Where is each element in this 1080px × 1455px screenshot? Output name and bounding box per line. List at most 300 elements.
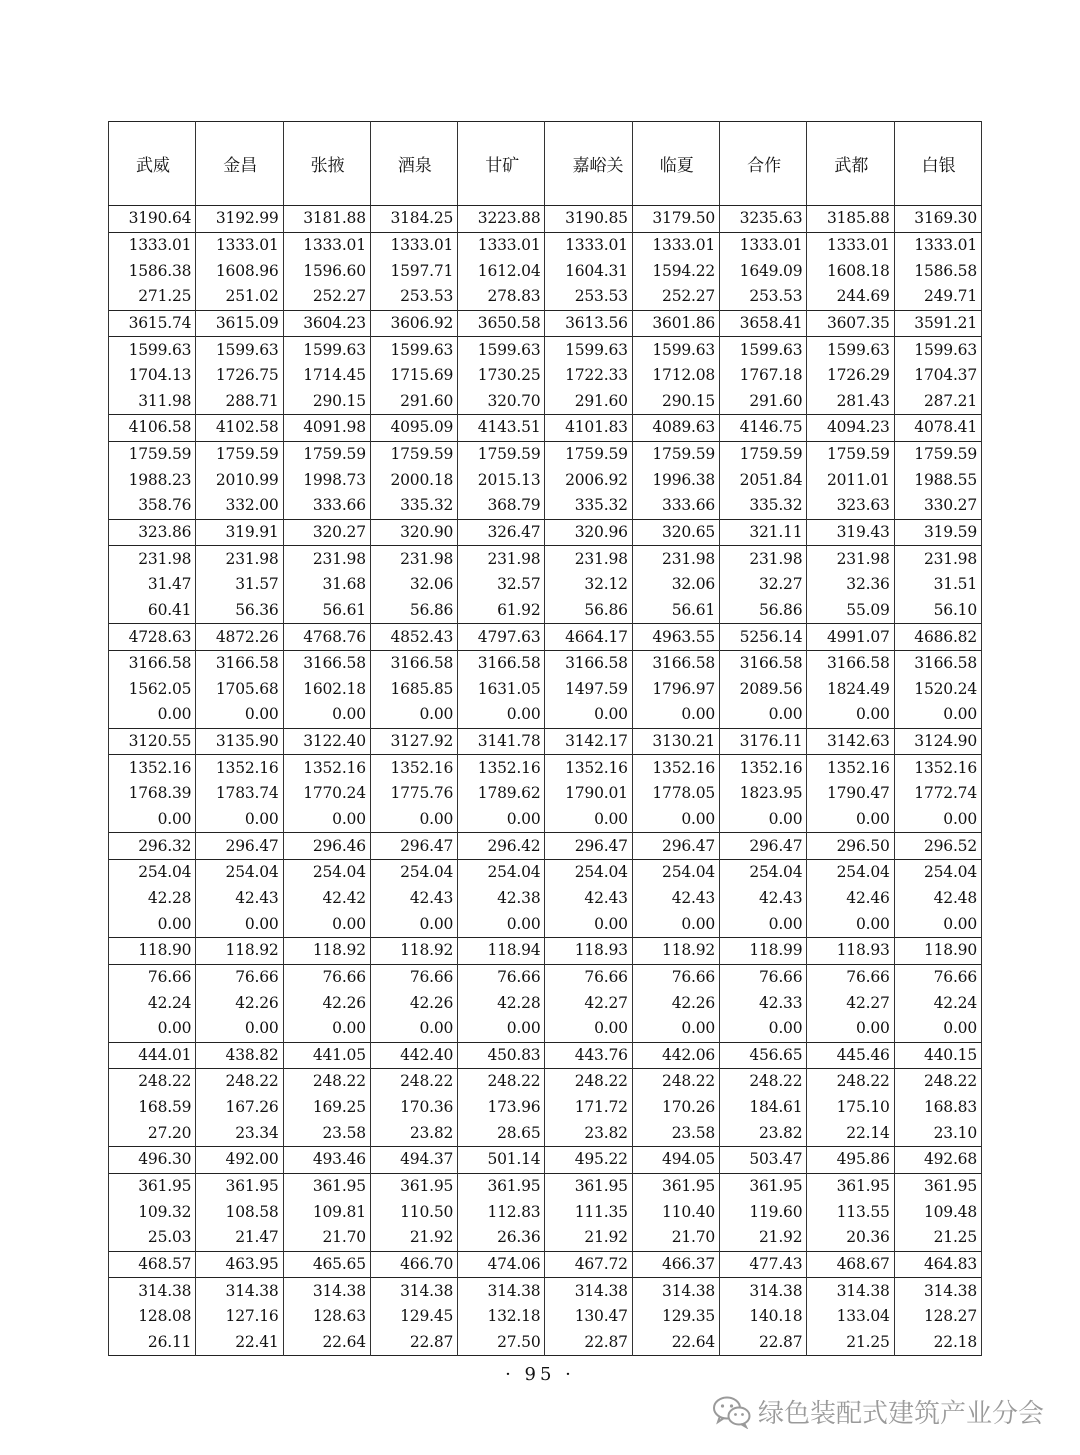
table-cell: 55.09 [807, 598, 894, 624]
column-header: 张掖 [283, 122, 370, 206]
table-cell: 319.43 [807, 519, 894, 546]
table-cell: 335.32 [720, 493, 807, 519]
table-cell: 3607.35 [807, 310, 894, 337]
table-cell: 132.18 [458, 1304, 545, 1330]
table-cell: 1602.18 [283, 677, 370, 703]
table-row [109, 1173, 982, 1199]
table-cell: 443.76 [545, 1042, 632, 1069]
table-cell: 23.10 [894, 1120, 981, 1146]
table-cell: 314.38 [109, 1278, 196, 1304]
table-cell: 0.00 [283, 702, 370, 728]
table-cell: 170.36 [370, 1095, 457, 1121]
table-cell: 281.43 [807, 388, 894, 414]
table-row [109, 1095, 982, 1121]
table-cell: 248.22 [196, 1069, 283, 1095]
table-row [109, 1016, 982, 1042]
table-cell: 4106.58 [109, 415, 196, 442]
table-cell: 1759.59 [545, 441, 632, 467]
table-cell: 22.41 [196, 1330, 283, 1356]
table-cell: 127.16 [196, 1304, 283, 1330]
table-cell: 251.02 [196, 284, 283, 310]
table-cell: 231.98 [458, 546, 545, 572]
table-cell: 1333.01 [283, 232, 370, 258]
table-cell: 0.00 [632, 911, 719, 937]
table-cell: 4078.41 [894, 415, 981, 442]
table-cell: 323.86 [109, 519, 196, 546]
table-row [109, 624, 982, 651]
table-row [109, 1069, 982, 1095]
table-cell: 0.00 [894, 911, 981, 937]
table-cell: 254.04 [545, 860, 632, 886]
table-cell: 1796.97 [632, 677, 719, 703]
table-cell: 21.92 [370, 1225, 457, 1251]
table-cell: 0.00 [283, 1016, 370, 1042]
table-cell: 445.46 [807, 1042, 894, 1069]
table-row [109, 310, 982, 337]
table-cell: 119.60 [720, 1199, 807, 1225]
table-cell: 42.27 [807, 990, 894, 1016]
table-row [109, 206, 982, 233]
table-cell: 1596.60 [283, 258, 370, 284]
table-cell: 1333.01 [545, 232, 632, 258]
table-cell: 21.70 [632, 1225, 719, 1251]
table-cell: 463.95 [196, 1251, 283, 1278]
table-cell: 254.04 [458, 860, 545, 886]
table-cell: 32.57 [458, 572, 545, 598]
table-cell: 248.22 [632, 1069, 719, 1095]
table-cell: 42.28 [458, 990, 545, 1016]
table-cell: 1704.37 [894, 363, 981, 389]
table-cell: 118.94 [458, 937, 545, 964]
table-cell: 4728.63 [109, 624, 196, 651]
table-cell: 3613.56 [545, 310, 632, 337]
table-cell: 320.90 [370, 519, 457, 546]
table-cell: 23.82 [545, 1120, 632, 1146]
table-cell: 4094.23 [807, 415, 894, 442]
table-cell: 111.35 [545, 1199, 632, 1225]
table-cell: 0.00 [807, 807, 894, 833]
table-cell: 1759.59 [458, 441, 545, 467]
table-cell: 296.32 [109, 833, 196, 860]
table-cell: 495.22 [545, 1147, 632, 1174]
table-row [109, 493, 982, 519]
table-cell: 1712.08 [632, 363, 719, 389]
table-row [109, 598, 982, 624]
table-cell: 296.47 [720, 833, 807, 860]
table-row [109, 337, 982, 363]
table-cell: 496.30 [109, 1147, 196, 1174]
table-cell: 1599.63 [545, 337, 632, 363]
table-cell: 314.38 [894, 1278, 981, 1304]
table-cell: 1998.73 [283, 467, 370, 493]
table-cell: 1604.31 [545, 258, 632, 284]
table-cell: 0.00 [370, 911, 457, 937]
table-cell: 441.05 [283, 1042, 370, 1069]
column-header: 白银 [894, 122, 981, 206]
table-cell: 42.33 [720, 990, 807, 1016]
table-cell: 31.51 [894, 572, 981, 598]
table-cell: 248.22 [894, 1069, 981, 1095]
table-cell: 118.92 [196, 937, 283, 964]
table-cell: 118.93 [545, 937, 632, 964]
table-cell: 0.00 [807, 702, 894, 728]
table-cell: 361.95 [283, 1173, 370, 1199]
table-cell: 3591.21 [894, 310, 981, 337]
table-cell: 118.90 [894, 937, 981, 964]
table-cell: 1608.96 [196, 258, 283, 284]
table-cell: 3615.09 [196, 310, 283, 337]
table-cell: 76.66 [545, 964, 632, 990]
table-cell: 1352.16 [632, 755, 719, 781]
page-number: · 95 · [505, 1364, 575, 1385]
table-cell: 0.00 [545, 911, 632, 937]
table-cell: 254.04 [807, 860, 894, 886]
table-cell: 333.66 [632, 493, 719, 519]
table-cell: 0.00 [283, 911, 370, 937]
table-cell: 76.66 [196, 964, 283, 990]
table-cell: 494.05 [632, 1147, 719, 1174]
table-cell: 1770.24 [283, 781, 370, 807]
table-cell: 1685.85 [370, 677, 457, 703]
table-cell: 248.22 [458, 1069, 545, 1095]
table-cell: 3166.58 [109, 650, 196, 676]
table-cell: 109.81 [283, 1199, 370, 1225]
table-cell: 4686.82 [894, 624, 981, 651]
table-cell: 3124.90 [894, 728, 981, 755]
table-cell: 0.00 [458, 911, 545, 937]
table-cell: 296.52 [894, 833, 981, 860]
table-cell: 118.92 [370, 937, 457, 964]
table-cell: 253.53 [545, 284, 632, 310]
table-cell: 326.47 [458, 519, 545, 546]
table-cell: 1333.01 [807, 232, 894, 258]
table-cell: 25.03 [109, 1225, 196, 1251]
table-cell: 0.00 [807, 911, 894, 937]
table-cell: 1597.71 [370, 258, 457, 284]
table-cell: 314.38 [458, 1278, 545, 1304]
table-cell: 76.66 [109, 964, 196, 990]
table-cell: 3658.41 [720, 310, 807, 337]
table-cell: 3120.55 [109, 728, 196, 755]
table-cell: 3181.88 [283, 206, 370, 233]
table-cell: 32.12 [545, 572, 632, 598]
table-cell: 1790.01 [545, 781, 632, 807]
table-cell: 0.00 [370, 1016, 457, 1042]
table-cell: 1730.25 [458, 363, 545, 389]
table-cell: 110.40 [632, 1199, 719, 1225]
table-cell: 23.34 [196, 1120, 283, 1146]
table-cell: 4146.75 [720, 415, 807, 442]
table-row [109, 415, 982, 442]
table-cell: 465.65 [283, 1251, 370, 1278]
table-cell: 3135.90 [196, 728, 283, 755]
table-cell: 1608.18 [807, 258, 894, 284]
table-row [109, 728, 982, 755]
table-cell: 248.22 [545, 1069, 632, 1095]
table-cell: 296.47 [545, 833, 632, 860]
table-cell: 1497.59 [545, 677, 632, 703]
table-cell: 0.00 [720, 807, 807, 833]
table-cell: 3192.99 [196, 206, 283, 233]
table-cell: 1599.63 [109, 337, 196, 363]
table-cell: 468.57 [109, 1251, 196, 1278]
table-cell: 1599.63 [196, 337, 283, 363]
table-cell: 110.50 [370, 1199, 457, 1225]
table-cell: 0.00 [109, 911, 196, 937]
table-cell: 466.37 [632, 1251, 719, 1278]
table-cell: 296.46 [283, 833, 370, 860]
table-cell: 1789.62 [458, 781, 545, 807]
table-cell: 118.92 [632, 937, 719, 964]
table-cell: 2006.92 [545, 467, 632, 493]
table-cell: 0.00 [109, 1016, 196, 1042]
table-cell: 0.00 [196, 1016, 283, 1042]
table-cell: 1759.59 [807, 441, 894, 467]
table-cell: 332.00 [196, 493, 283, 519]
table-row [109, 860, 982, 886]
table-cell: 320.96 [545, 519, 632, 546]
table-cell: 1772.74 [894, 781, 981, 807]
table-cell: 0.00 [370, 702, 457, 728]
table-cell: 42.43 [545, 886, 632, 912]
table-cell: 3606.92 [370, 310, 457, 337]
table-row [109, 1120, 982, 1146]
table-cell: 1333.01 [458, 232, 545, 258]
table-cell: 361.95 [370, 1173, 457, 1199]
table-cell: 1599.63 [807, 337, 894, 363]
table-cell: 333.66 [283, 493, 370, 519]
table-row [109, 677, 982, 703]
table-cell: 1599.63 [720, 337, 807, 363]
table-cell: 184.61 [720, 1095, 807, 1121]
table-cell: 1333.01 [196, 232, 283, 258]
table-cell: 248.22 [807, 1069, 894, 1095]
table-cell: 56.86 [370, 598, 457, 624]
table-body [109, 206, 982, 1356]
table-cell: 3166.58 [894, 650, 981, 676]
table-cell: 1759.59 [109, 441, 196, 467]
table-cell: 311.98 [109, 388, 196, 414]
table-cell: 21.25 [894, 1225, 981, 1251]
table-cell: 3184.25 [370, 206, 457, 233]
table-cell: 1599.63 [283, 337, 370, 363]
table-cell: 1759.59 [283, 441, 370, 467]
table-cell: 42.28 [109, 886, 196, 912]
table-cell: 1996.38 [632, 467, 719, 493]
table-cell: 128.63 [283, 1304, 370, 1330]
table-cell: 56.86 [720, 598, 807, 624]
table-cell: 466.70 [370, 1251, 457, 1278]
table-cell: 0.00 [109, 702, 196, 728]
table-cell: 133.04 [807, 1304, 894, 1330]
table-row [109, 546, 982, 572]
table-cell: 3130.21 [632, 728, 719, 755]
table-cell: 2089.56 [720, 677, 807, 703]
table-cell: 442.40 [370, 1042, 457, 1069]
table-cell: 168.83 [894, 1095, 981, 1121]
table-cell: 278.83 [458, 284, 545, 310]
table-cell: 0.00 [370, 807, 457, 833]
table-cell: 2011.01 [807, 467, 894, 493]
table-cell: 3190.85 [545, 206, 632, 233]
table-cell: 118.92 [283, 937, 370, 964]
table-cell: 314.38 [807, 1278, 894, 1304]
table-cell: 130.47 [545, 1304, 632, 1330]
table-cell: 361.95 [458, 1173, 545, 1199]
table-cell: 1352.16 [894, 755, 981, 781]
table-cell: 1768.39 [109, 781, 196, 807]
table-cell: 42.38 [458, 886, 545, 912]
table-cell: 0.00 [458, 702, 545, 728]
table-cell: 21.25 [807, 1330, 894, 1356]
table-cell: 1649.09 [720, 258, 807, 284]
table-cell: 1352.16 [458, 755, 545, 781]
table-cell: 361.95 [109, 1173, 196, 1199]
table-cell: 248.22 [109, 1069, 196, 1095]
wechat-icon [712, 1395, 752, 1429]
table-cell: 61.92 [458, 598, 545, 624]
table-cell: 320.70 [458, 388, 545, 414]
table-cell: 1714.45 [283, 363, 370, 389]
column-header: 武威 [109, 122, 196, 206]
column-header: 武都 [807, 122, 894, 206]
table-cell: 1715.69 [370, 363, 457, 389]
table-cell: 0.00 [109, 807, 196, 833]
table-cell: 361.95 [894, 1173, 981, 1199]
table-cell: 1767.18 [720, 363, 807, 389]
table-cell: 314.38 [196, 1278, 283, 1304]
table-cell: 171.72 [545, 1095, 632, 1121]
table-cell: 3169.30 [894, 206, 981, 233]
table-cell: 1775.76 [370, 781, 457, 807]
table-cell: 493.46 [283, 1147, 370, 1174]
table-cell: 5256.14 [720, 624, 807, 651]
table-cell: 2015.13 [458, 467, 545, 493]
table-cell: 31.68 [283, 572, 370, 598]
table-row [109, 1278, 982, 1304]
table-cell: 254.04 [720, 860, 807, 886]
table-cell: 173.96 [458, 1095, 545, 1121]
table-cell: 1586.38 [109, 258, 196, 284]
table-cell: 1612.04 [458, 258, 545, 284]
table-cell: 1759.59 [370, 441, 457, 467]
table-cell: 0.00 [894, 702, 981, 728]
table-cell: 167.26 [196, 1095, 283, 1121]
table-row [109, 1199, 982, 1225]
table-cell: 0.00 [545, 702, 632, 728]
table-cell: 42.43 [720, 886, 807, 912]
table-cell: 314.38 [370, 1278, 457, 1304]
data-table [108, 121, 982, 1356]
table-row [109, 388, 982, 414]
table-cell: 168.59 [109, 1095, 196, 1121]
column-header: 甘矿 [458, 122, 545, 206]
table-cell: 112.83 [458, 1199, 545, 1225]
table-cell: 4963.55 [632, 624, 719, 651]
table-cell: 249.71 [894, 284, 981, 310]
table-row [109, 650, 982, 676]
table-cell: 42.26 [632, 990, 719, 1016]
table-cell: 492.00 [196, 1147, 283, 1174]
table-cell: 56.61 [632, 598, 719, 624]
watermark [712, 1393, 1044, 1430]
table-cell: 1988.55 [894, 467, 981, 493]
table-cell: 1790.47 [807, 781, 894, 807]
table-cell: 314.38 [720, 1278, 807, 1304]
table-cell: 26.36 [458, 1225, 545, 1251]
table-cell: 501.14 [458, 1147, 545, 1174]
table-cell: 3142.17 [545, 728, 632, 755]
table-cell: 21.92 [720, 1225, 807, 1251]
table-cell: 1599.63 [632, 337, 719, 363]
table-cell: 21.70 [283, 1225, 370, 1251]
column-header: 合作 [720, 122, 807, 206]
table-cell: 31.57 [196, 572, 283, 598]
table-cell: 4102.58 [196, 415, 283, 442]
table-cell: 231.98 [283, 546, 370, 572]
table-cell: 31.47 [109, 572, 196, 598]
table-cell: 1726.75 [196, 363, 283, 389]
table-cell: 467.72 [545, 1251, 632, 1278]
table-cell: 231.98 [545, 546, 632, 572]
table-cell: 42.46 [807, 886, 894, 912]
table-cell: 361.95 [632, 1173, 719, 1199]
column-header: 嘉峪关 [545, 122, 632, 206]
table-cell: 42.43 [632, 886, 719, 912]
table-cell: 169.25 [283, 1095, 370, 1121]
table-cell: 464.83 [894, 1251, 981, 1278]
table-cell: 253.53 [720, 284, 807, 310]
table-cell: 314.38 [283, 1278, 370, 1304]
table-cell: 32.06 [632, 572, 719, 598]
table-cell: 330.27 [894, 493, 981, 519]
table-row [109, 807, 982, 833]
table-row [109, 1251, 982, 1278]
table-cell: 3604.23 [283, 310, 370, 337]
table-cell: 254.04 [370, 860, 457, 886]
table-cell: 4143.51 [458, 415, 545, 442]
table-cell: 4091.98 [283, 415, 370, 442]
table-cell: 494.37 [370, 1147, 457, 1174]
table-cell: 109.32 [109, 1199, 196, 1225]
table-cell: 503.47 [720, 1147, 807, 1174]
table-cell: 42.42 [283, 886, 370, 912]
table-cell: 76.66 [894, 964, 981, 990]
table-cell: 1722.33 [545, 363, 632, 389]
table-cell: 231.98 [807, 546, 894, 572]
table-cell: 252.27 [632, 284, 719, 310]
table-cell: 23.58 [283, 1120, 370, 1146]
table-cell: 231.98 [370, 546, 457, 572]
table-cell: 1705.68 [196, 677, 283, 703]
table-cell: 290.15 [632, 388, 719, 414]
table-cell: 42.24 [894, 990, 981, 1016]
table-cell: 0.00 [632, 702, 719, 728]
table-cell: 1599.63 [458, 337, 545, 363]
table-row [109, 572, 982, 598]
table-cell: 42.24 [109, 990, 196, 1016]
table-row [109, 258, 982, 284]
table-cell: 254.04 [109, 860, 196, 886]
table-cell: 1726.29 [807, 363, 894, 389]
table-cell: 32.27 [720, 572, 807, 598]
table-row [109, 781, 982, 807]
table-cell: 3601.86 [632, 310, 719, 337]
table-cell: 319.91 [196, 519, 283, 546]
table-row [109, 232, 982, 258]
table-row [109, 833, 982, 860]
table-cell: 1520.24 [894, 677, 981, 703]
